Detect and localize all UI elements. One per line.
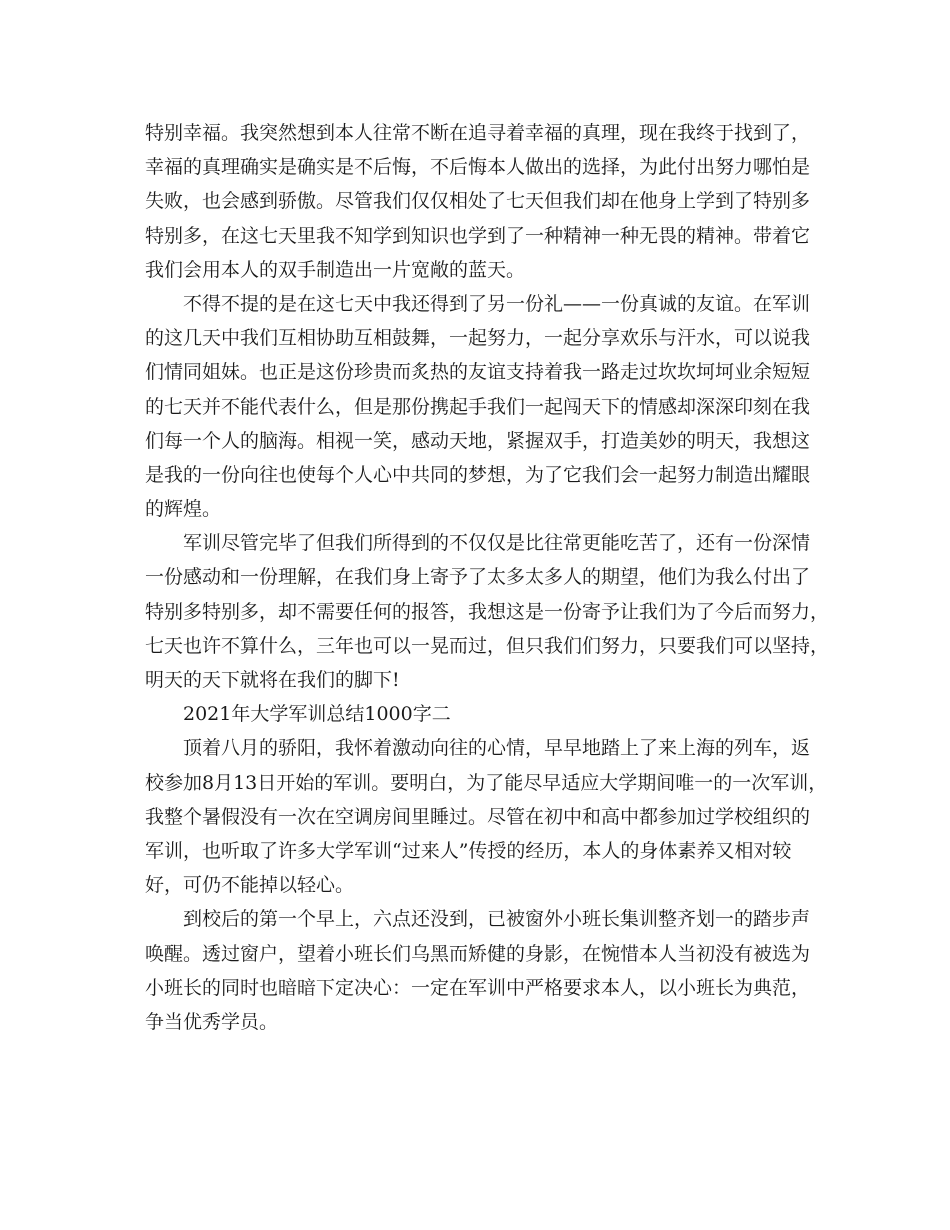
- text-line: 幸福的真理确实是确实是不后悔，不后悔本人做出的选择，为此付出努力哪怕是: [145, 156, 811, 179]
- text-line: 特别幸福。我突然想到本人往常不断在追寻着幸福的真理，现在我终于找到了，: [145, 122, 811, 144]
- text-line: 们每一个人的脑海。相视一笑，感动天地，紧握双手，打造美妙的明天，我想这: [145, 429, 811, 452]
- text-line: 我整个暑假没有一次在空调房间里睡过。尽管在初中和高中都参加过学校组织的: [145, 805, 811, 828]
- text-line: 的辉煌。: [145, 498, 222, 521]
- text-line: 的七天并不能代表什么，但是那份携起手我们一起闯天下的情感却深深印刻在我: [145, 395, 811, 418]
- text-line: 军训，也听取了许多大学军训“过来人”传授的经历，本人的身体素养又相对较: [145, 839, 792, 862]
- text-line: 明天的天下就将在我们的脚下!: [145, 669, 400, 691]
- paragraph-first-line: 顶着八月的骄阳，我怀着激动向往的心情，早早地踏上了来上海的列车，返: [183, 737, 811, 760]
- text-line: 特别多特别多，却不需要任何的报答，我想这是一份寄予让我们为了今后而努力，: [145, 600, 830, 623]
- text-line: 的这几天中我们互相协助互相鼓舞，一起努力，一起分享欢乐与汗水，可以说我: [145, 327, 811, 350]
- paragraph-first-line: 不得不提的是在这七天中我还得到了另一份礼——一份真诚的友谊。在军训: [183, 292, 811, 315]
- text-line: 特别多，在这七天里我不知学到知识也学到了一种精神一种无畏的精神。带着它: [145, 224, 811, 247]
- text-line: 一份感动和一份理解，在我们身上寄予了太多太多人的期望，他们为我么付出了: [145, 566, 811, 589]
- text-line: 七天也许不算什么，三年也可以一晃而过，但只我们们努力，只要我们可以坚持，: [145, 634, 830, 657]
- text-line: 失败，也会感到骄傲。尽管我们仅仅相处了七天但我们却在他身上学到了特别多: [145, 190, 811, 213]
- section-heading: 2021年大学军训总结1000字二: [183, 703, 451, 726]
- text-line: 争当优秀学员。: [145, 1010, 279, 1033]
- paragraph-first-line: 军训尽管完毕了但我们所得到的不仅仅是比往常更能吃苦了，还有一份深情: [183, 532, 811, 555]
- text-line: 好，可仍不能掉以轻心。: [145, 874, 355, 897]
- text-line: 们情同姐妹。也正是这份珍贵而炙热的友谊支持着我一路走过坎坎坷坷业余短短: [145, 361, 811, 384]
- text-line: 我们会用本人的双手制造出一片宽敞的蓝天。: [145, 258, 526, 281]
- document-body: [145, 116, 830, 1039]
- text-line: 唤醒。透过窗户，望着小班长们乌黑而矫健的身影，在惋惜本人当初没有被选为: [145, 942, 811, 965]
- paragraph-first-line: 到校后的第一个早上，六点还没到，已被窗外小班长集训整齐划一的踏步声: [183, 908, 811, 931]
- text-line: 小班长的同时也暗暗下定决心：一定在军训中严格要求本人，以小班长为典范，: [145, 976, 811, 999]
- text-line: 校参加8月13日开始的军训。要明白，为了能尽早适应大学期间唯一的一次军训，: [145, 771, 828, 794]
- text-line: 是我的一份向往也使每个人心中共同的梦想，为了它我们会一起努力制造出耀眼: [145, 463, 811, 486]
